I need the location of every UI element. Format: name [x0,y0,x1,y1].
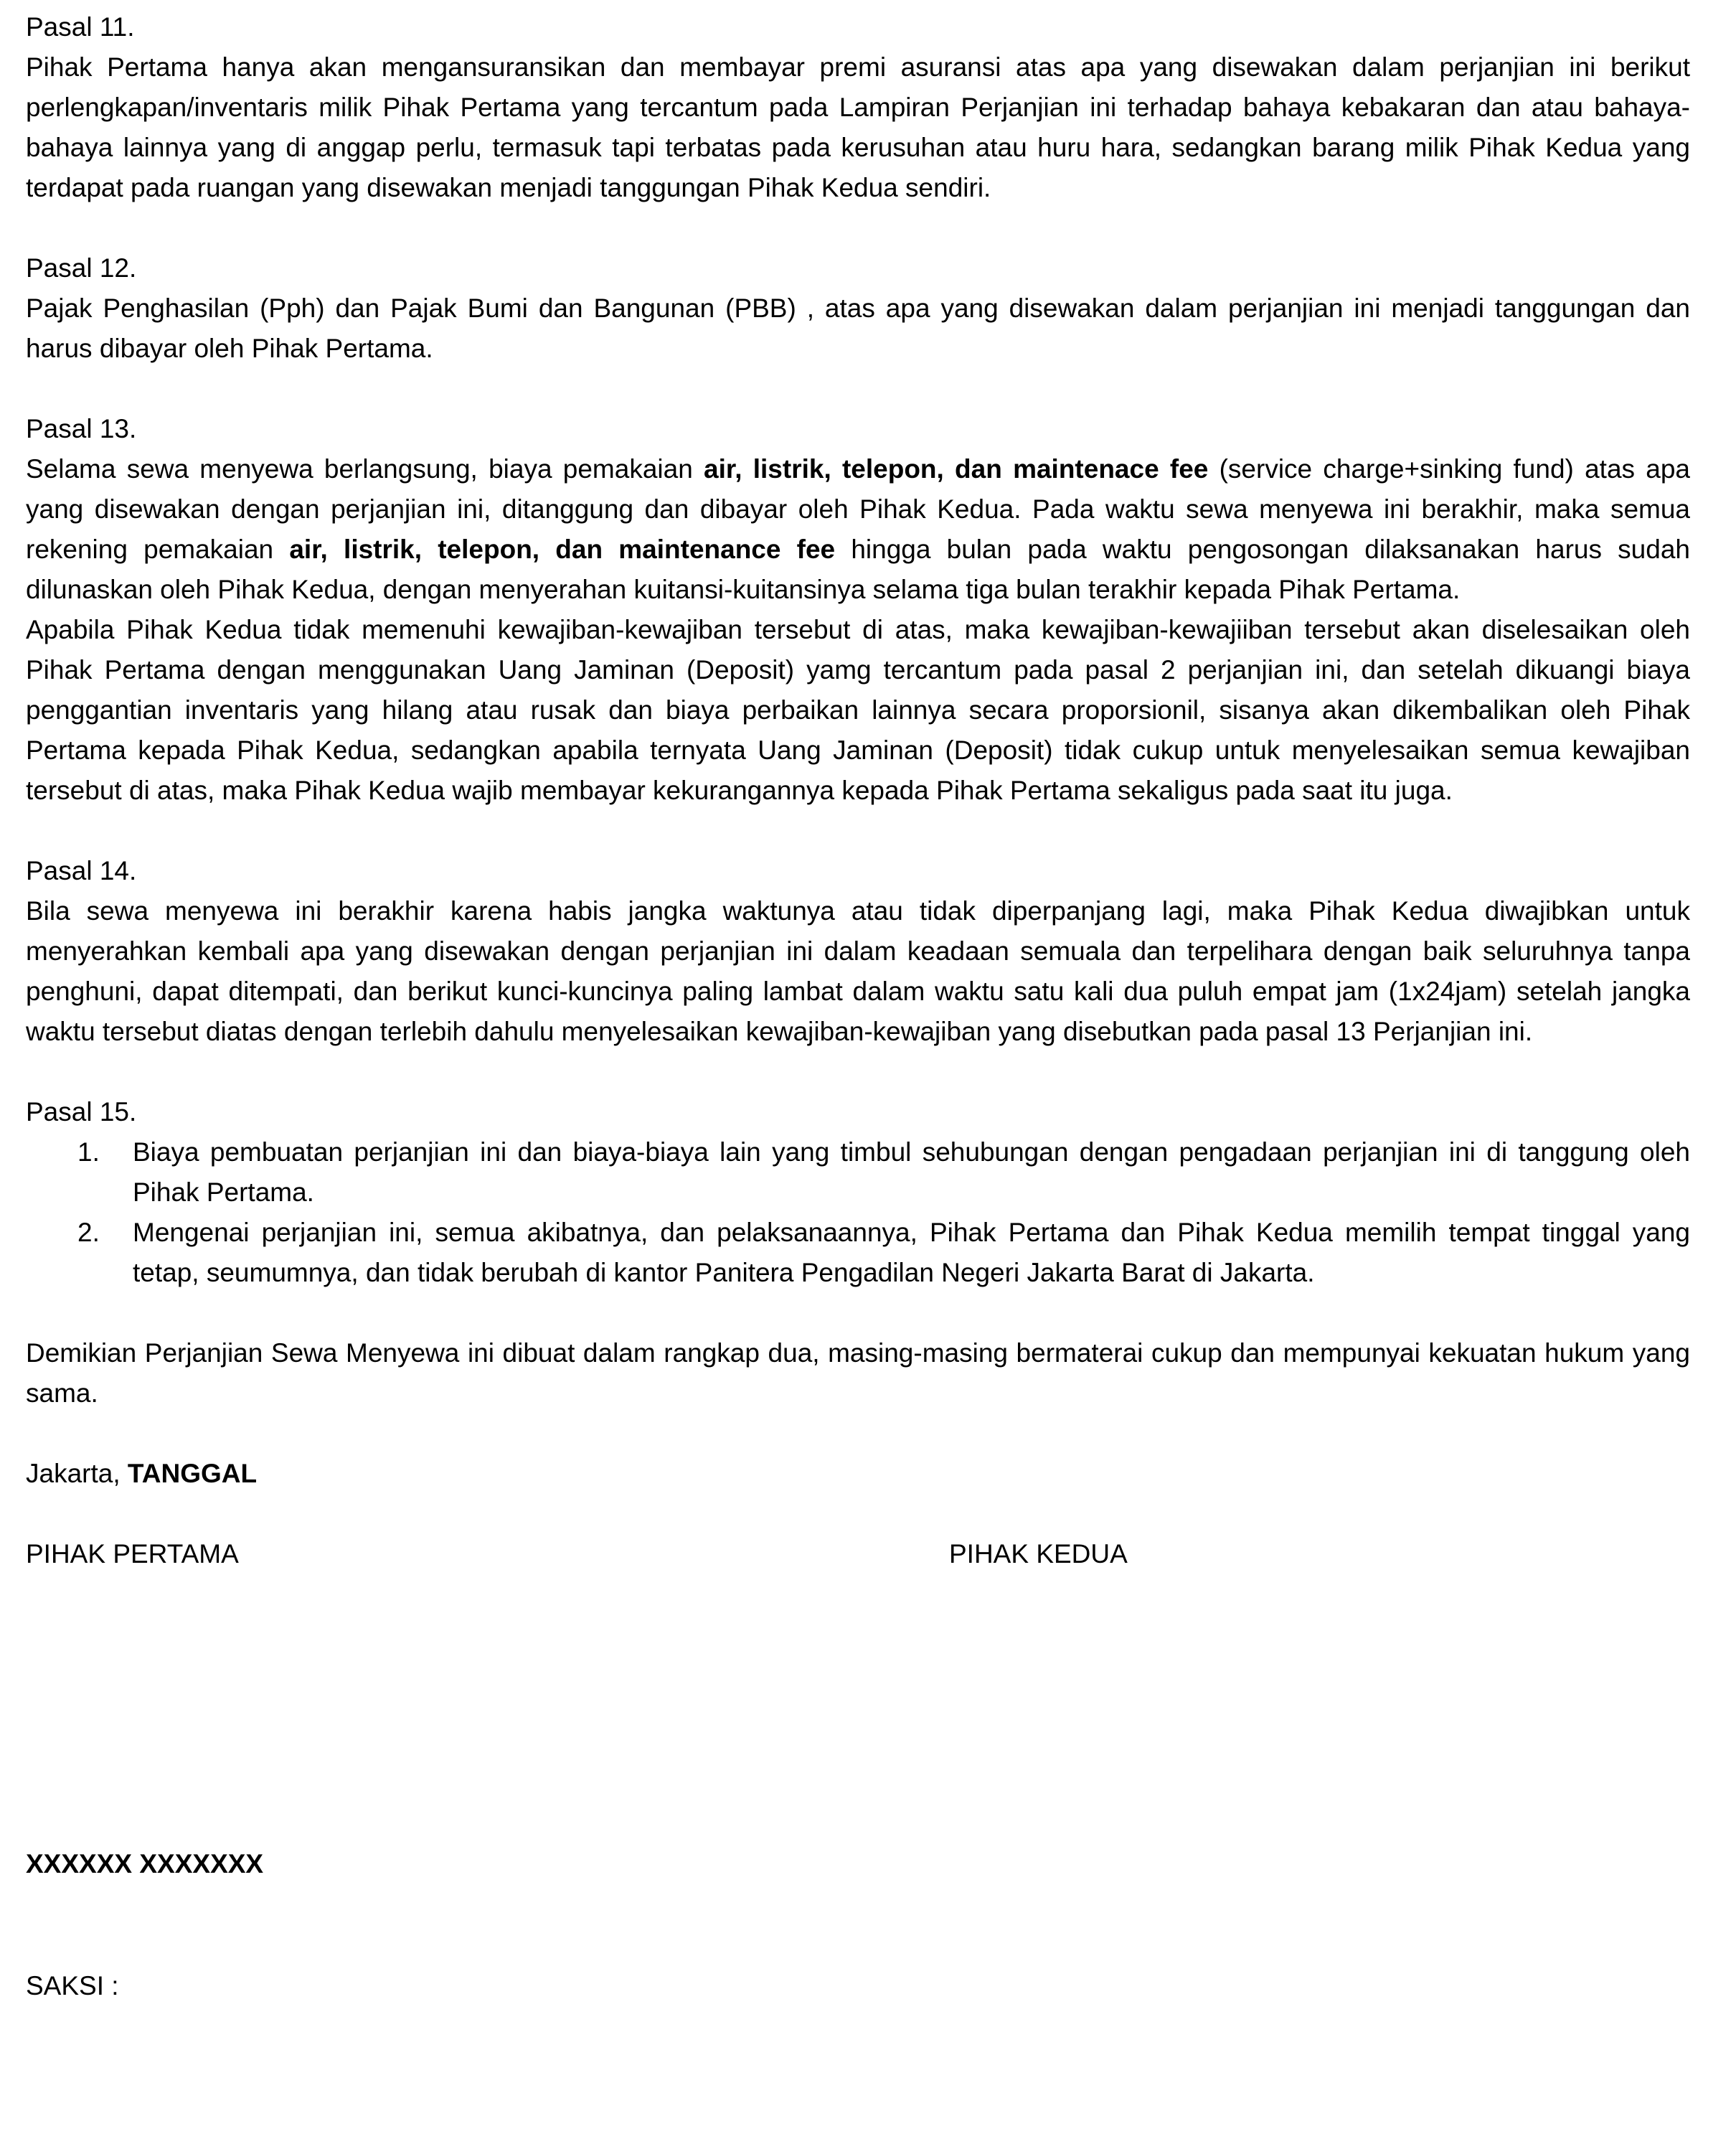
pasal-14-heading: Pasal 14. [26,856,137,885]
pasal-13-p1-text-e: hingga bulan pada waktu pengosongan dilaksanakan harus sudah dilunaskan oleh Pihak Kedua, dengan menyerahan kuitansi-kuitansinya selama tiga bulan terakhir kepada Pihak Pertama. [26,535,1690,604]
list-item [26,1213,1690,1293]
closing-statement: Demikian Perjanjian Sewa Menyewa ini dibuat dalam rangkap dua, masing-masing bermaterai cukup dan mempunyai kekuatan hukum yang sama. [26,1338,1690,1408]
list-item-number: 2. [77,1218,100,1247]
second-party-label: PIHAK KEDUA [949,1539,1128,1569]
first-party-label: PIHAK PERTAMA [26,1539,239,1569]
list-item-text: Biaya pembuatan perjanjian ini dan biaya-biaya lain yang timbul sehubungan dengan pengadaan perjanjian ini di tanggung oleh Pihak Pertama. [133,1137,1690,1207]
pasal-11-heading: Pasal 11. [26,12,135,42]
pasal-13-p1-bold-utilities: air, listrik, telepon, dan maintenace fee [704,454,1209,484]
pasal-15 [26,1092,1690,1293]
pasal-12-body: Pajak Penghasilan (Pph) dan Pajak Bumi dan Bangunan (PBB) , atas apa yang disewakan dalam perjanjian ini menjadi tanggungan dan harus dibayar oleh Pihak Pertama. [26,293,1690,363]
pasal-13-paragraph-2: Apabila Pihak Kedua tidak memenuhi kewajiban-kewajiban tersebut di atas, maka kewajiban-kewajiiban tersebut akan diselesaikan oleh Pihak Pertama dengan menggunakan Uang Jaminan (Deposit) yamg tercantum pada pasal 2 perjanjian ini, dan setelah dikuangi biaya penggantian inventaris yang hilang atau rusak dan biaya perbaikan lainnya secara proporsionil, sisanya akan dikembalikan oleh Pihak Pertama kepada Pihak Kedua, sedangkan apabila ternyata Uang Jaminan (Deposit) tidak cukup untuk menyelesaikan semua kewajiban tersebut di atas, maka Pihak Kedua wajib membayar kekurangannya kepada Pihak Pertama sekaligus pada saat itu juga. [26,615,1690,805]
list-item-number: 1. [77,1137,100,1167]
pasal-11 [26,7,1690,208]
signers-row [26,1534,1690,1574]
pasal-13-paragraph-1 [26,449,1690,610]
pasal-13-p1-text-a: Selama sewa menyewa berlangsung, biaya pemakaian [26,454,704,484]
pasal-13-p1-text-c: (service charge+sinking fund) atas apa yang disewakan dengan perjanjian ini, ditanggung dan dibayar oleh Pihak Kedua. Pada waktu sewa menyewa ini berakhir, maka semua rekening pemakaian [26,454,1690,564]
closing-section [26,1333,1690,1414]
pasal-13 [26,409,1690,811]
witness-label: SAKSI : [26,1971,119,2000]
pasal-11-body: Pihak Pertama hanya akan mengansuransikan dan membayar premi asuransi atas apa yang disewakan dalam perjanjian ini berikut perlengkapan/inventaris milik Pihak Pertama yang tercantum pada Lampiran Perjanjian ini terhadap bahaya kebakaran dan atau bahaya-bahaya lainnya yang di anggap perlu, termasuk tapi terbatas pada kerusuhan atau huru hara, sedangkan barang milik Pihak Kedua yang terdapat pada ruangan yang disewakan menjadi tanggungan Pihak Kedua sendiri. [26,52,1690,202]
pasal-12-heading: Pasal 12. [26,253,137,283]
pasal-14 [26,851,1690,1052]
place-label: Jakarta, [26,1459,128,1488]
pasal-12 [26,248,1690,369]
list-item [26,1132,1690,1213]
pasal-13-p1-bold-utilities-2: air, listrik, telepon, dan maintenance fee [289,535,836,564]
pasal-15-list [26,1132,1690,1293]
pasal-14-body: Bila sewa menyewa ini berakhir karena habis jangka waktunya atau tidak diperpanjang lagi, maka Pihak Kedua diwajibkan untuk menyerahkan kembali apa yang disewakan dengan perjanjian ini dalam keadaan semuala dan terpelihara dengan baik seluruhnya tanpa penghuni, dapat ditempati, dan berikut kunci-kuncinya paling lambat dalam waktu satu kali dua puluh empat jam (1x24jam) setelah jangka waktu tersebut diatas dengan terlebih dahulu menyelesaikan kewajiban-kewajiban yang disebutkan pada pasal 13 Perjanjian ini. [26,896,1690,1046]
signature-name: XXXXXX XXXXXXX [26,1849,264,1878]
pasal-13-heading: Pasal 13. [26,414,137,443]
place-date [26,1454,1690,1494]
document-page [26,0,1690,2000]
date-placeholder: TANGGAL [127,1459,258,1488]
list-item-text: Mengenai perjanjian ini, semua akibatnya, dan pelaksanaannya, Pihak Pertama dan Pihak Kedua memilih tempat tinggal yang tetap, seumumnya, dan tidak berubah di kantor Panitera Pengadilan Negeri Jakarta Barat di Jakarta. [133,1218,1690,1287]
pasal-15-heading: Pasal 15. [26,1097,137,1127]
